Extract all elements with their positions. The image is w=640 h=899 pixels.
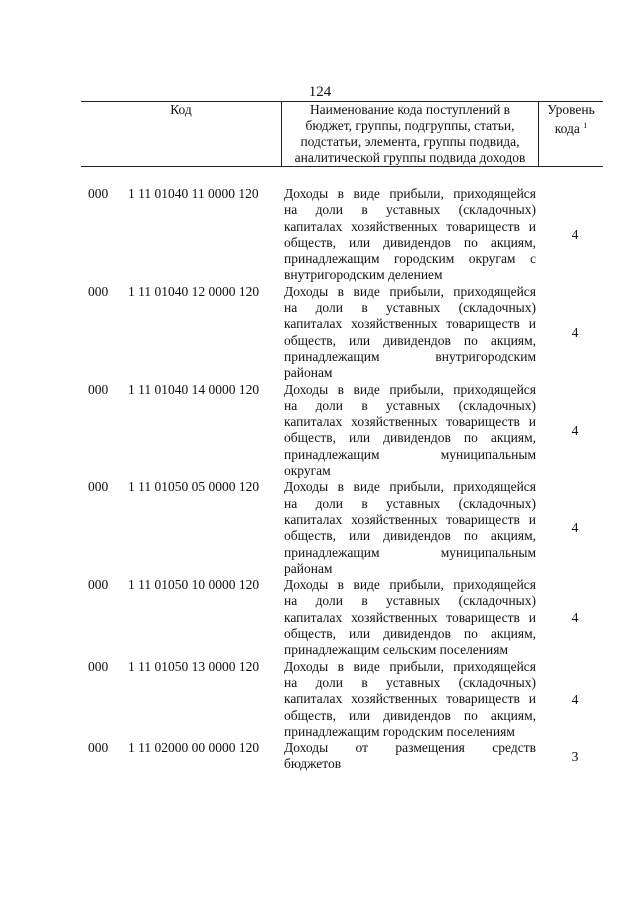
income-name-line: капиталах хозяйственных товариществ и: [284, 609, 536, 625]
table-row: [0, 284, 640, 382]
code-level: 4: [571, 520, 579, 536]
header-name-line: Наименование кода поступлений в: [309, 102, 511, 117]
income-code: 1 11 01040 14 0000 120: [128, 381, 260, 397]
admin-code: 000: [88, 577, 109, 593]
income-name-line: обществ, или дивидендов по акциям,: [284, 707, 536, 723]
income-code: 1 11 01040 11 0000 120: [128, 186, 259, 201]
admin-code: 000: [88, 381, 109, 397]
income-name-line: внутригородским делением: [284, 267, 443, 283]
table-row: [0, 659, 640, 740]
income-name-line: районам: [284, 560, 333, 576]
code-level: 4: [571, 691, 579, 707]
income-name-line: округам: [284, 463, 331, 479]
table-row: [0, 577, 640, 658]
income-name-line: обществ, или дивидендов по акциям,: [284, 528, 536, 544]
header-level-word: кода: [554, 121, 580, 136]
income-name-line: обществ, или дивидендов по акциям,: [284, 234, 536, 250]
code-level: 4: [571, 422, 579, 438]
income-name-line: Доходы в виде прибыли, приходящейся: [284, 283, 536, 299]
income-name-line: капиталах хозяйственных товариществ и: [284, 691, 536, 707]
header-level-line-with-footnote: [539, 118, 603, 137]
header-name-column: [281, 102, 538, 166]
income-name: [284, 659, 536, 740]
header-name-line: аналитической группы подвида доходов: [294, 150, 526, 165]
income-name-line: обществ, или дивидендов по акциям,: [284, 332, 536, 348]
header-code-title: Код: [170, 102, 192, 117]
level-footnote-marker: 1: [583, 121, 588, 130]
income-name: [284, 186, 536, 284]
code-level: 4: [571, 324, 579, 340]
income-name: [284, 577, 536, 658]
header-name-line: подстатьи, элемента, группы подвида,: [300, 134, 520, 149]
income-name-line: принадлежащим городским поселениям: [284, 723, 515, 739]
income-name-line: принадлежащим муниципальным: [284, 544, 536, 560]
income-name-line: принадлежащим внутригородским: [284, 348, 536, 364]
page-number: 124: [308, 84, 332, 100]
income-name-line: на доли в уставных (складочных): [284, 397, 536, 413]
income-name-line: Доходы в виде прибыли, приходящейся: [284, 186, 536, 201]
income-name: [284, 479, 536, 577]
income-code: 1 11 01050 10 0000 120: [128, 577, 260, 593]
income-name: [284, 740, 536, 773]
income-name-line: капиталах хозяйственных товариществ и: [284, 414, 536, 430]
table-row: [0, 740, 640, 773]
header-level-line: Уровень: [547, 102, 595, 117]
income-name-line: принадлежащим муниципальным: [284, 446, 536, 462]
income-name-line: Доходы от размещения средств: [284, 740, 536, 756]
income-name-line: Доходы в виде прибыли, приходящейся: [284, 381, 536, 397]
admin-code: 000: [88, 283, 109, 299]
income-name-line: на доли в уставных (складочных): [284, 593, 536, 609]
table-row: [0, 479, 640, 577]
income-name-line: на доли в уставных (складочных): [284, 202, 536, 218]
income-code: 1 11 01040 12 0000 120: [128, 283, 260, 299]
income-name-line: капиталах хозяйственных товариществ и: [284, 511, 536, 527]
classification-table-body: [0, 186, 640, 773]
income-name-line: обществ, или дивидендов по акциям,: [284, 626, 536, 642]
income-name-line: принадлежащим городским округам с: [284, 251, 536, 267]
table-row: [0, 382, 640, 480]
code-level: 3: [571, 749, 579, 765]
header-name-line: бюджет, группы, подгруппы, статьи,: [305, 118, 515, 133]
admin-code: 000: [88, 479, 109, 495]
income-code: 1 11 02000 00 0000 120: [128, 740, 260, 756]
income-name-line: обществ, или дивидендов по акциям,: [284, 430, 536, 446]
code-level: 4: [571, 227, 579, 242]
header-level-column: [538, 102, 603, 166]
header-code-column: [81, 102, 281, 166]
income-name-line: Доходы в виде прибыли, приходящейся: [284, 577, 536, 593]
income-code: 1 11 01050 13 0000 120: [128, 658, 260, 674]
code-level: 4: [571, 610, 579, 626]
income-code: 1 11 01050 05 0000 120: [128, 479, 260, 495]
income-name-line: принадлежащим сельским поселениям: [284, 642, 508, 658]
income-name-line: на доли в уставных (складочных): [284, 674, 536, 690]
income-name: [284, 284, 536, 382]
income-name-line: на доли в уставных (складочных): [284, 495, 536, 511]
income-name-line: Доходы в виде прибыли, приходящейся: [284, 658, 536, 674]
income-name: [284, 382, 536, 480]
income-name-line: на доли в уставных (складочных): [284, 300, 536, 316]
admin-code: 000: [88, 186, 109, 201]
income-name-line: капиталах хозяйственных товариществ и: [284, 218, 536, 234]
income-name-line: Доходы в виде прибыли, приходящейся: [284, 479, 536, 495]
income-name-line: капиталах хозяйственных товариществ и: [284, 316, 536, 332]
admin-code: 000: [88, 740, 109, 756]
admin-code: 000: [88, 658, 109, 674]
income-name-line: районам: [284, 365, 333, 381]
table-header: [81, 101, 603, 167]
table-row: [0, 186, 640, 284]
income-name-line: бюджетов: [284, 756, 342, 772]
